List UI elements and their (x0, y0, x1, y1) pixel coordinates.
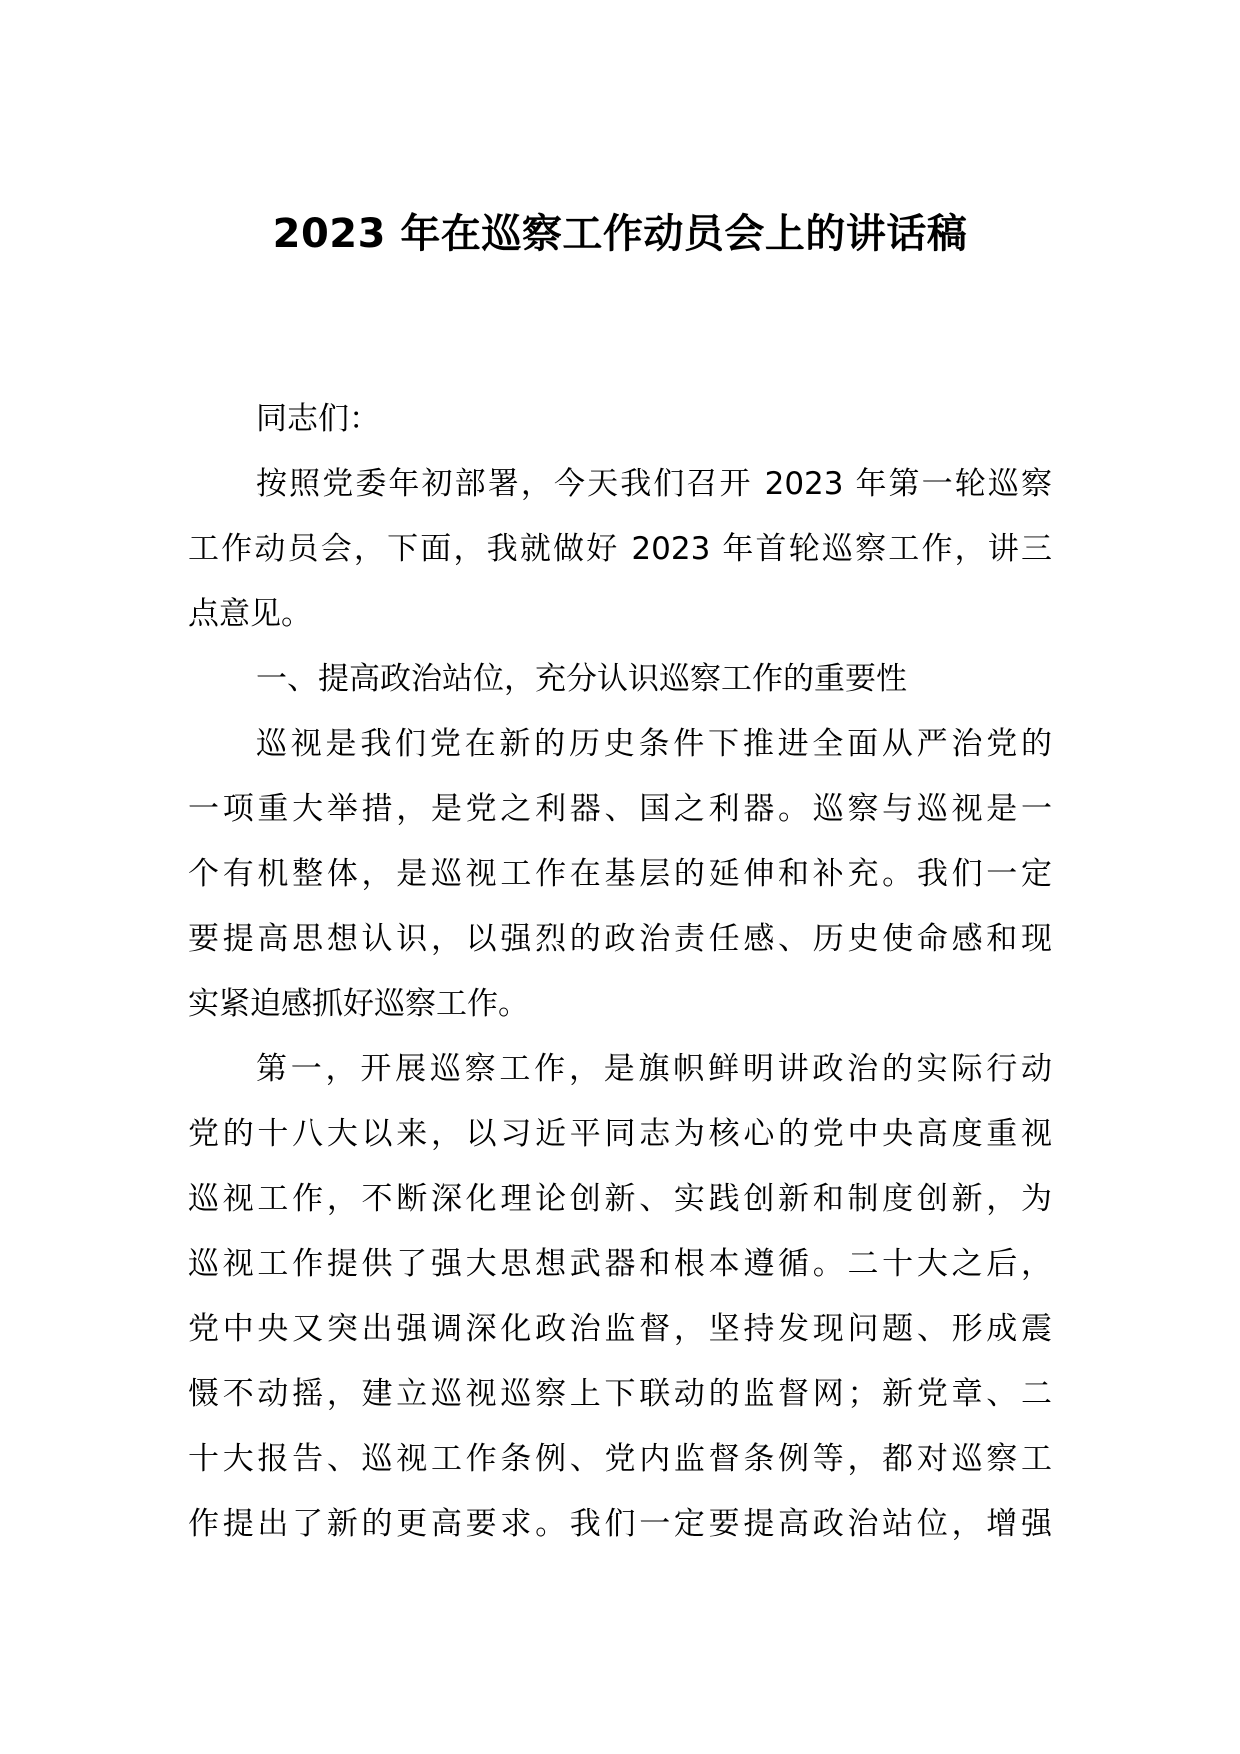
paragraph-line: 慑不动摇，建立巡视巡察上下联动的监督网；新党章、二 (188, 1376, 1052, 1412)
paragraph-line: 个有机整体，是巡视工作在基层的延伸和补充。我们一定 (188, 856, 1052, 892)
salutation (188, 387, 1052, 452)
paragraph (188, 647, 1052, 712)
salutation-line: 同志们： (256, 401, 380, 437)
paragraphs (188, 452, 1052, 1557)
paragraph (188, 452, 1052, 647)
paragraph-line: 巡视工作，不断深化理论创新、实践创新和制度创新，为 (188, 1181, 1052, 1217)
paragraph (188, 712, 1052, 1037)
document-body (188, 387, 1052, 1557)
paragraph-line: 按照党委年初部署，今天我们召开 2023 年第一轮巡察 (256, 466, 1052, 502)
paragraph-line: 巡视是我们党在新的历史条件下推进全面从严治党的 (256, 726, 1052, 762)
paragraph-line: 要提高思想认识，以强烈的政治责任感、历史使命感和现 (188, 921, 1052, 957)
document-title: 2023 年在巡察工作动员会上的讲话稿 (272, 211, 968, 257)
paragraph-line: 一项重大举措，是党之利器、国之利器。巡察与巡视是一 (188, 791, 1052, 827)
paragraph-line: 十大报告、巡视工作条例、党内监督条例等，都对巡察工 (188, 1441, 1052, 1477)
paragraph-line: 党中央又突出强调深化政治监督，坚持发现问题、形成震 (188, 1311, 1052, 1347)
paragraph-line: 第一，开展巡察工作，是旗帜鲜明讲政治的实际行动 (256, 1051, 1052, 1087)
paragraph (188, 1037, 1052, 1557)
paragraph-line: 工作动员会，下面，我就做好 2023 年首轮巡察工作，讲三 (188, 531, 1052, 567)
paragraph-line: 党的十八大以来，以习近平同志为核心的党中央高度重视 (188, 1116, 1052, 1152)
paragraph-line: 实紧迫感抓好巡察工作。 (188, 986, 529, 1022)
paragraph-line: 一、提高政治站位，充分认识巡察工作的重要性 (256, 661, 907, 697)
paragraph-line: 点意见。 (188, 596, 312, 632)
paragraph-line: 巡视工作提供了强大思想武器和根本遵循。二十大之后， (188, 1246, 1052, 1282)
paragraph-line: 作提出了新的更高要求。我们一定要提高政治站位，增强 (188, 1506, 1052, 1542)
